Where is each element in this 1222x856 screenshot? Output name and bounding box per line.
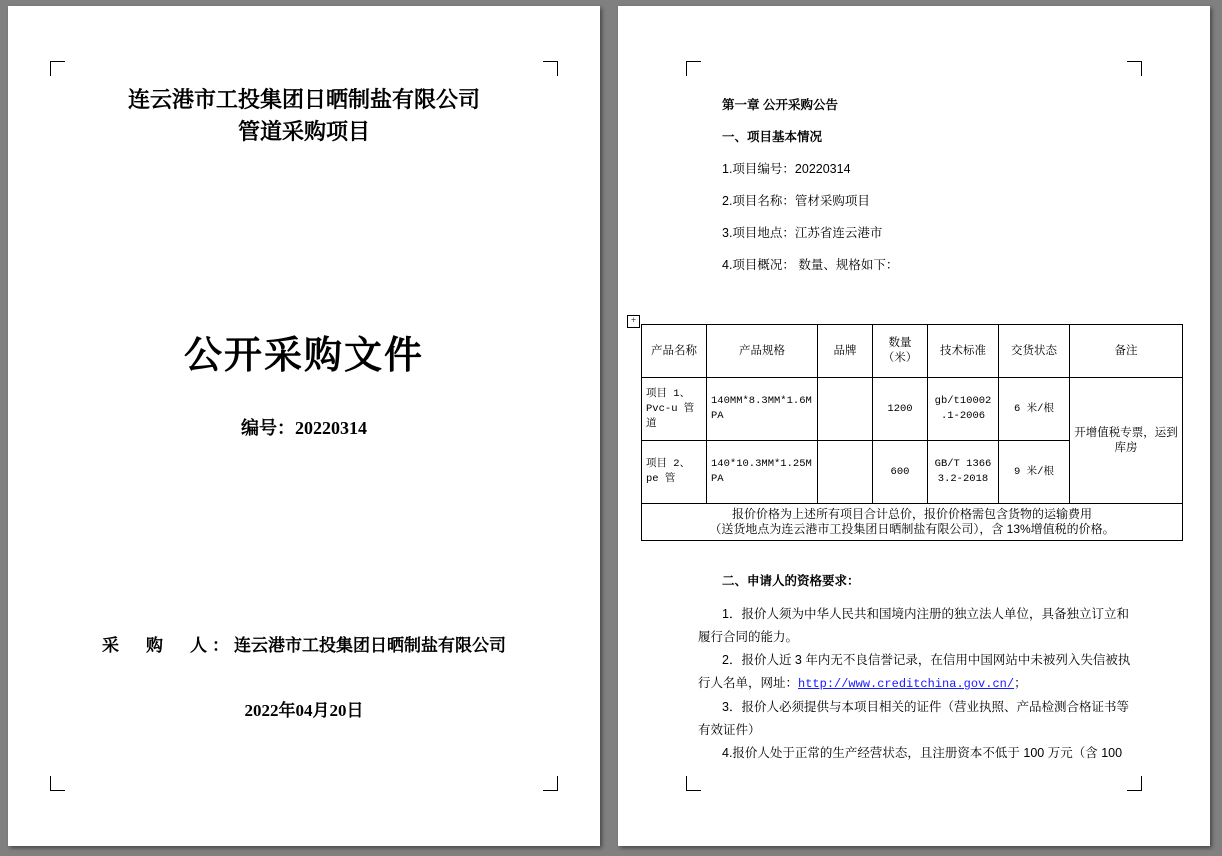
requirement-url-prefix: 行人名单，网址： [698, 676, 799, 690]
cell-quantity-2: 600 [873, 441, 928, 504]
cell-standard-1-line2: .1-2006 [940, 410, 986, 422]
cell-brand-2 [818, 441, 873, 504]
price-note-line-1: 报价价格为上述所有项目合计总价，报价价格需包含货物的运输费用 [731, 507, 1092, 521]
cell-product-name-1-line1: 项目 1、 [646, 387, 691, 400]
col-header-quantity [873, 325, 928, 378]
requirement-3-line1: 3．报价人必须提供与本项目相关的证件（营业执照、产品检测合格证书等 [722, 700, 1129, 714]
cell-product-name-2-line2: pe 管 [646, 473, 676, 485]
cover-main-title: 公开采购文件 [183, 335, 424, 377]
cell-product-spec-1 [707, 378, 818, 441]
cell-product-spec-1-line1: 140MM*8.3MM*1.6M [711, 395, 812, 407]
table-price-note-row [642, 504, 1183, 541]
cell-standard-2-line1: GB/T 1366 [934, 458, 992, 470]
project-item-4: 4.项目概况： 数量、规格如下： [722, 258, 899, 272]
crop-mark-bottom-right [1127, 776, 1142, 791]
col-header-tech-standard: 技术标准 [928, 325, 999, 378]
col-header-remark: 备注 [1070, 325, 1183, 378]
cell-product-spec-2 [707, 441, 818, 504]
cell-product-name-1-line2: Pvc-u 管 [646, 402, 695, 415]
cell-delivery-2: 9 米/根 [999, 441, 1070, 504]
project-item-3: 3.项目地点：江苏省连云港市 [722, 226, 883, 240]
requirement-2-line2 [698, 673, 1162, 695]
page2-requirements-section [698, 571, 1162, 766]
crop-mark-bottom-left [686, 776, 701, 791]
requirement-1-line1: 1．报价人须为中华人民共和国境内注册的独立法人单位，具备独立订立和 [722, 607, 1129, 621]
spec-table-container [630, 315, 1183, 541]
project-item-1: 1.项目编号：20220314 [722, 162, 851, 176]
cell-product-spec-1-line2: PA [711, 410, 724, 422]
cell-product-name-2-line1: 项目 2、 [646, 458, 691, 470]
col-header-product-spec: 产品规格 [707, 325, 818, 378]
table-move-handle-icon[interactable]: + [627, 315, 640, 328]
crop-mark-bottom-left [50, 776, 65, 791]
requirement-1-line2: 履行合同的能力。 [698, 630, 799, 644]
cell-standard-2-line2: 3.2-2018 [937, 473, 989, 485]
table-header-row [642, 325, 1183, 378]
section-heading-1: 一、项目基本情况 [722, 130, 823, 144]
crop-mark-top-left [686, 61, 701, 76]
cell-price-note [642, 504, 1183, 541]
price-note-line-2: （送货地点为连云港市工投集团日晒制盐有限公司），含 13%增值税的价格。 [709, 522, 1115, 536]
section-heading-2: 二、申请人的资格要求： [722, 574, 860, 588]
crop-mark-top-right [1127, 61, 1142, 76]
cell-standard-1-line1: gb/t10002 [934, 395, 992, 407]
document-page-2[interactable] [618, 6, 1210, 846]
table-row [642, 378, 1183, 441]
cover-buyer-line [8, 631, 600, 656]
cover-buyer-name: 连云港市工投集团日晒制盐有限公司 [234, 636, 506, 655]
crop-mark-top-left [50, 61, 65, 76]
cell-remark-merged: 开增值税专票，运到库房 [1070, 378, 1183, 504]
cover-title-line-2: 管道采购项目 [237, 119, 370, 144]
cell-standard-2 [928, 441, 999, 504]
project-item-2: 2.项目名称：管材采购项目 [722, 194, 870, 208]
cell-product-spec-2-line1: 140*10.3MM*1.25M [711, 458, 812, 470]
cell-standard-1 [928, 378, 999, 441]
cell-delivery-1: 6 米/根 [999, 378, 1070, 441]
document-page-1[interactable] [8, 6, 600, 846]
col-header-brand: 品牌 [818, 325, 873, 378]
cell-brand-1 [818, 378, 873, 441]
col-header-quantity-line1: 数量 [888, 337, 912, 349]
col-header-product-name: 产品名称 [642, 325, 707, 378]
requirement-url-suffix: ； [1014, 676, 1027, 690]
chapter-heading: 第一章 公开采购公告 [722, 98, 838, 112]
cover-company-title [8, 84, 600, 148]
requirement-4: 4.报价人处于正常的生产经营状态，且注册资本不低于 100 万元（含 100 [722, 746, 1123, 760]
requirement-2-line1: 2．报价人近 3 年内无不良信誉记录，在信用中国网站中未被列入失信被执 [722, 653, 1131, 667]
col-header-delivery-state: 交货状态 [999, 325, 1070, 378]
cell-product-spec-2-line2: PA [711, 473, 724, 485]
cover-date: 2022年04月20日 [244, 701, 364, 720]
spec-table [641, 324, 1183, 541]
cover-buyer-label: 采 购 人： [102, 636, 234, 655]
cover-document-number: 编号：20220314 [241, 418, 367, 438]
col-header-quantity-line2: （米） [882, 352, 918, 364]
cover-title-line-1: 连云港市工投集团日晒制盐有限公司 [127, 87, 480, 112]
page2-text-body [698, 96, 1162, 288]
cell-product-name-2 [642, 441, 707, 504]
cell-product-name-1 [642, 378, 707, 441]
cell-quantity-1: 1200 [873, 378, 928, 441]
credit-china-link[interactable]: http://www.creditchina.gov.cn/ [798, 677, 1015, 691]
crop-mark-top-right [543, 61, 558, 76]
crop-mark-bottom-right [543, 776, 558, 791]
cell-product-name-1-line3: 道 [646, 417, 657, 430]
requirement-3-line2: 有效证件） [698, 723, 761, 737]
